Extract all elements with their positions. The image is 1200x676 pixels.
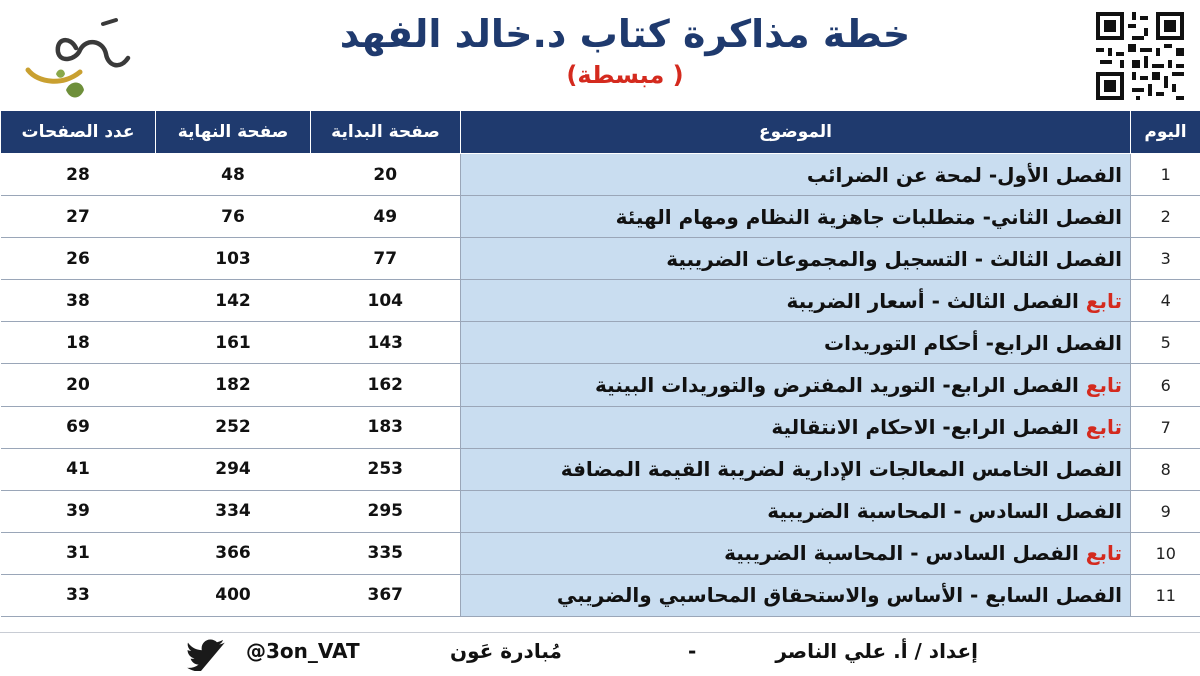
cell-day: 6 bbox=[1131, 364, 1200, 406]
table-row bbox=[1, 532, 1200, 574]
aoun-logo-graphic bbox=[8, 8, 138, 103]
continuation-label: تابع bbox=[1086, 541, 1122, 565]
table-row bbox=[1, 574, 1200, 616]
cell-topic bbox=[461, 196, 1131, 238]
cell-day: 8 bbox=[1131, 448, 1200, 490]
cell-end-page: 103 bbox=[156, 238, 311, 280]
twitter-bird-graphic bbox=[186, 639, 228, 671]
topic-text: الفصل الأول- لمحة عن الضرائب bbox=[807, 163, 1122, 187]
cell-day: 1 bbox=[1131, 154, 1200, 196]
cell-page-count: 18 bbox=[1, 322, 156, 364]
study-plan-table-wrap bbox=[0, 110, 1200, 630]
cell-day: 11 bbox=[1131, 574, 1200, 616]
table-row bbox=[1, 280, 1200, 322]
study-plan-table bbox=[0, 110, 1200, 617]
page-title bbox=[200, 8, 1050, 100]
table-row bbox=[1, 322, 1200, 364]
title-subtitle: ( مبسطة) bbox=[200, 58, 1050, 92]
cell-page-count: 39 bbox=[1, 490, 156, 532]
cell-topic bbox=[461, 406, 1131, 448]
aoun-logo bbox=[8, 8, 138, 103]
cell-page-count: 26 bbox=[1, 238, 156, 280]
cell-day: 4 bbox=[1131, 280, 1200, 322]
column-header-topic: الموضوع bbox=[461, 111, 1131, 154]
cell-day: 7 bbox=[1131, 406, 1200, 448]
topic-text: الفصل الرابع- أحكام التوريدات bbox=[824, 331, 1122, 355]
cell-end-page: 161 bbox=[156, 322, 311, 364]
column-header-page-count: عدد الصفحات bbox=[1, 111, 156, 154]
cell-start-page: 367 bbox=[311, 574, 461, 616]
table-row bbox=[1, 406, 1200, 448]
table-row bbox=[1, 196, 1200, 238]
qr-code-graphic bbox=[1092, 8, 1188, 104]
cell-topic bbox=[461, 574, 1131, 616]
cell-end-page: 334 bbox=[156, 490, 311, 532]
cell-day: 3 bbox=[1131, 238, 1200, 280]
cell-end-page: 366 bbox=[156, 532, 311, 574]
table-body bbox=[1, 154, 1200, 617]
cell-page-count: 41 bbox=[1, 448, 156, 490]
cell-start-page: 77 bbox=[311, 238, 461, 280]
table-row bbox=[1, 364, 1200, 406]
cell-topic bbox=[461, 490, 1131, 532]
topic-text: الفصل الرابع- الاحكام الانتقالية bbox=[771, 415, 1078, 439]
topic-text: الفصل الثالث - التسجيل والمجموعات الضريبية bbox=[666, 247, 1122, 271]
cell-day: 5 bbox=[1131, 322, 1200, 364]
topic-text: الفصل الثاني- متطلبات جاهزية النظام ومهام الهيئة bbox=[616, 205, 1122, 229]
topic-text: الفصل السادس - المحاسبة الضريبية bbox=[724, 541, 1079, 565]
qr-code-icon[interactable] bbox=[1092, 8, 1188, 104]
cell-topic bbox=[461, 448, 1131, 490]
cell-start-page: 143 bbox=[311, 322, 461, 364]
cell-start-page: 253 bbox=[311, 448, 461, 490]
twitter-bird-icon[interactable] bbox=[186, 639, 228, 671]
cell-end-page: 76 bbox=[156, 196, 311, 238]
cell-end-page: 400 bbox=[156, 574, 311, 616]
cell-start-page: 104 bbox=[311, 280, 461, 322]
cell-end-page: 48 bbox=[156, 154, 311, 196]
cell-day: 2 bbox=[1131, 196, 1200, 238]
cell-start-page: 183 bbox=[311, 406, 461, 448]
cell-page-count: 27 bbox=[1, 196, 156, 238]
cell-start-page: 162 bbox=[311, 364, 461, 406]
cell-topic bbox=[461, 532, 1131, 574]
continuation-label: تابع bbox=[1086, 415, 1122, 439]
cell-day: 9 bbox=[1131, 490, 1200, 532]
table-header-row bbox=[1, 111, 1200, 154]
cell-end-page: 182 bbox=[156, 364, 311, 406]
table-row bbox=[1, 448, 1200, 490]
column-header-end-page: صفحة النهاية bbox=[156, 111, 311, 154]
footer-separator: - bbox=[688, 639, 696, 663]
table-row bbox=[1, 490, 1200, 532]
cell-start-page: 295 bbox=[311, 490, 461, 532]
cell-end-page: 252 bbox=[156, 406, 311, 448]
cell-start-page: 20 bbox=[311, 154, 461, 196]
cell-topic bbox=[461, 154, 1131, 196]
cell-page-count: 38 bbox=[1, 280, 156, 322]
cell-topic bbox=[461, 238, 1131, 280]
cell-page-count: 20 bbox=[1, 364, 156, 406]
topic-text: الفصل السابع - الأساس والاستحقاق المحاسبي والضريبي bbox=[557, 583, 1122, 607]
table-row bbox=[1, 154, 1200, 196]
column-header-day: اليوم bbox=[1131, 111, 1200, 154]
cell-page-count: 33 bbox=[1, 574, 156, 616]
initiative-name: مُبادرة عَون bbox=[450, 639, 562, 663]
cell-topic bbox=[461, 280, 1131, 322]
cell-topic bbox=[461, 322, 1131, 364]
cell-page-count: 28 bbox=[1, 154, 156, 196]
cell-start-page: 335 bbox=[311, 532, 461, 574]
twitter-handle[interactable]: @3on_VAT bbox=[246, 639, 360, 663]
cell-end-page: 294 bbox=[156, 448, 311, 490]
cell-page-count: 69 bbox=[1, 406, 156, 448]
topic-text: الفصل الرابع- التوريد المفترض والتوريدات البينية bbox=[595, 373, 1079, 397]
cell-topic bbox=[461, 364, 1131, 406]
cell-day: 10 bbox=[1131, 532, 1200, 574]
topic-text: الفصل السادس - المحاسبة الضريبية bbox=[767, 499, 1122, 523]
topic-text: الفصل الثالث - أسعار الضريبة bbox=[786, 289, 1078, 313]
cell-end-page: 142 bbox=[156, 280, 311, 322]
continuation-label: تابع bbox=[1086, 373, 1122, 397]
page-footer bbox=[0, 632, 1200, 676]
column-header-start-page: صفحة البداية bbox=[311, 111, 461, 154]
cell-page-count: 31 bbox=[1, 532, 156, 574]
title-main: خطة مذاكرة كتاب د.خالد الفهد bbox=[200, 10, 1050, 58]
cell-start-page: 49 bbox=[311, 196, 461, 238]
page-header bbox=[0, 0, 1200, 108]
author-credit: إعداد / أ. علي الناصر bbox=[775, 639, 978, 663]
continuation-label: تابع bbox=[1086, 289, 1122, 313]
table-row bbox=[1, 238, 1200, 280]
topic-text: الفصل الخامس المعالجات الإدارية لضريبة القيمة المضافة bbox=[561, 457, 1122, 481]
